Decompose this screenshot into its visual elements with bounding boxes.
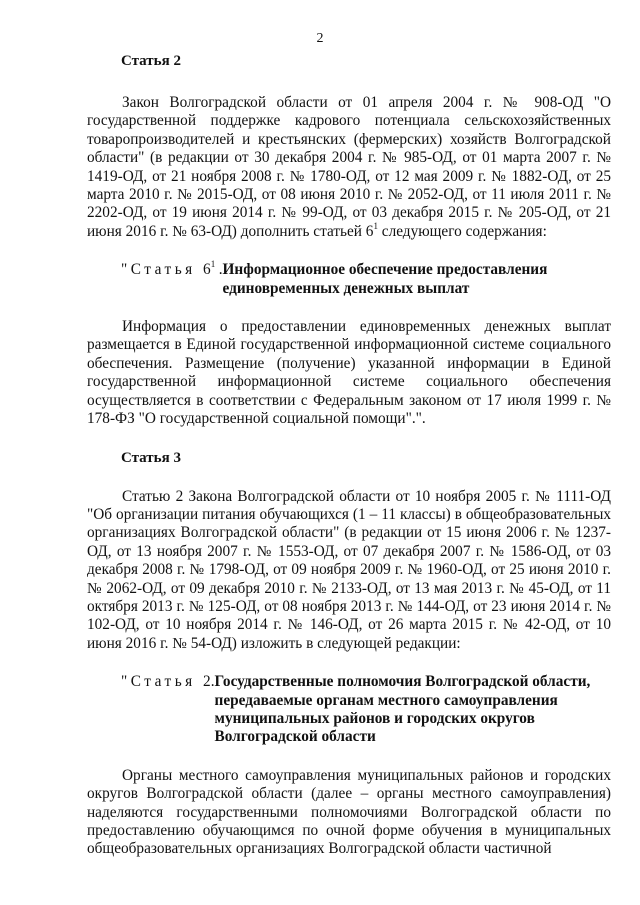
article-2-heading: Статья 2 bbox=[121, 53, 181, 69]
article-2-new-label-suffix: . bbox=[210, 673, 215, 691]
article-2-new-body: Органы местного самоуправления муниципальных районов и городских округов Волгоградской области (далее – органы местного самоуправления) наделяются государственными полномочиями Волгоградской области по предоставлению обучающимся по очной форме обучения в муниципальных общеобразовательных организациях Волгоградской области частичной bbox=[87, 766, 611, 858]
article-6-1-body: Информация о предоставлении единовременных денежных выплат размещается в Единой государственной информационной системе социального обеспечения. Размещение (получение) указанной информации в Единой государственной информационной системе социального обеспечения осуществляется в соответствии с Федеральным законом от 17 июля 1999 г. № 178-ФЗ "О государственной социальной помощи".". bbox=[87, 318, 611, 428]
article-2-paragraph-superscript: 1 bbox=[373, 220, 378, 231]
article-6-1-label-prefix: "Статья bbox=[121, 261, 204, 279]
article-2-new-label-prefix: "Статья bbox=[121, 673, 204, 691]
article-2-paragraph-tail: следующего содержания: bbox=[377, 222, 547, 240]
article-6-1-label-number: 6 bbox=[203, 261, 211, 279]
page-number: 2 bbox=[316, 31, 324, 46]
article-6-1-label-superscript: 1 bbox=[210, 259, 219, 270]
document-body bbox=[87, 47, 611, 859]
article-2-new-title-block bbox=[87, 673, 611, 747]
article-3-paragraph: Статью 2 Закона Волгоградской области от 10 ноября 2005 г. № 1111-ОД "Об организации питания обучающихся (1 – 11 классы) в общеобразовательных организациях Волгоградской области" (в редакции от 15 июня 2006 г. № 1237-ОД, от 13 ноября 2007 г. № 1553-ОД, от 07 декабря 2007 г. № 1586-ОД, от 03 декабря 2008 г. № 1798-ОД, от 09 ноября 2009 г. № 1960-ОД, от 25 июня 2010 г. № 2062-ОД, от 09 декабря 2010 г. № 2133-ОД, от 13 мая 2013 г. № 45-ОД, от 11 октября 2013 г. № 125-ОД, от 08 ноября 2013 г. № 144-ОД, от 23 июня 2014 г. № 102-ОД, от 10 ноября 2014 г. № 146-ОД, от 26 марта 2015 г. № 42-ОД, от 10 июня 2016 г. № 54-ОД) изложить в следующей редакции: bbox=[87, 487, 611, 652]
article-2-new-label-number: 2 bbox=[203, 673, 211, 691]
article-3-heading: Статья 3 bbox=[121, 449, 181, 466]
article-2-new-label bbox=[121, 673, 215, 747]
article-6-1-label bbox=[121, 261, 223, 298]
article-2-paragraph-text: Закон Волгоградской области от 01 апреля 2004 г. № 908-ОД "О государственной поддержке кадрового потенциала сельскохозяйственных товаропроизводителей и крестьянских (фермерских) хозяйств Волгоградской области" (в редакции от 30 декабря 2004 г. № 985-ОД, от 01 марта 2007 г. № 1419-ОД, от 21 ноября 2008 г. № 1780-ОД, от 12 мая 2009 г. № 1882-ОД, от 25 марта 2010 г. № 2015-ОД, от 08 июня 2010 г. № 2052-ОД, от 11 июля 2011 г. № 2202-ОД, от 19 июня 2014 г. № 99-ОД, от 03 декабря 2015 г. № 205-ОД, от 21 июня 2016 г. № 63-ОД) дополнить статьей 6 bbox=[87, 94, 611, 240]
article-6-1-title-block bbox=[87, 261, 611, 298]
article-2-new-title: Государственные полномочия Волгоградской области, передаваемые органам местного самоуправления муниципальных районов и городских округов Волгоградской области bbox=[214, 673, 591, 746]
article-2-paragraph bbox=[87, 94, 611, 241]
article-6-1-title: Информационное обеспечение предоставления единовременных денежных выплат bbox=[222, 261, 548, 297]
article-6-1-label-suffix: . bbox=[218, 261, 223, 279]
